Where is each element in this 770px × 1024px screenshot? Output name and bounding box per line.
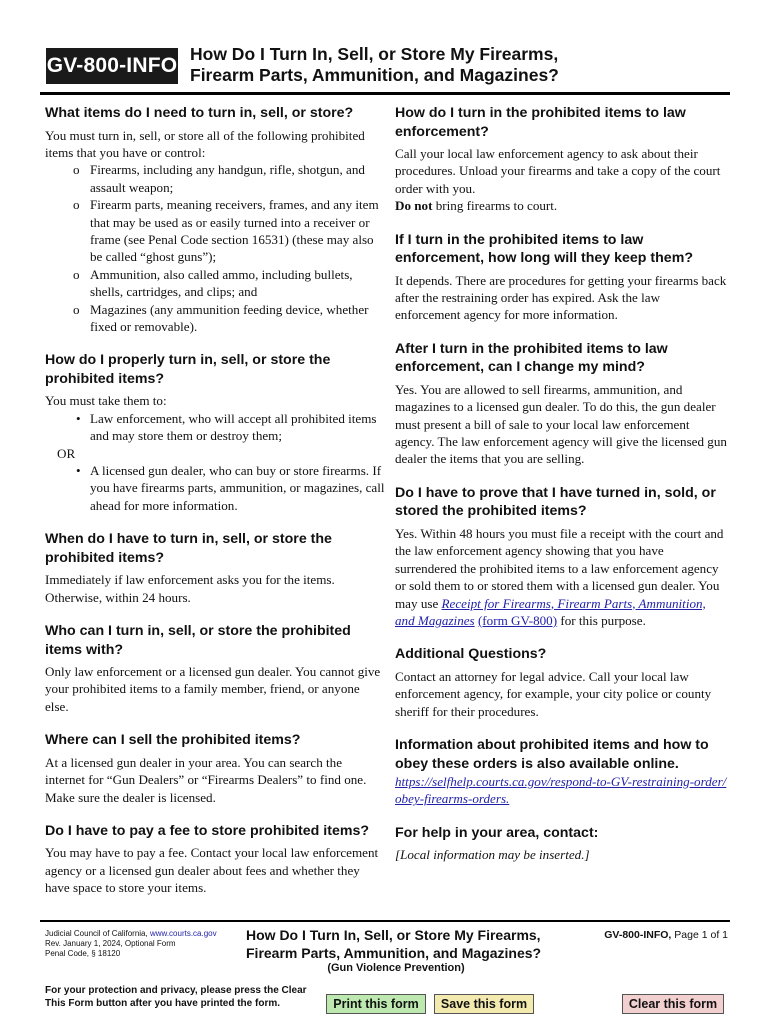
- list-item: o Firearms, including any handgun, rifle, shotgun, and assault weapon;: [73, 162, 365, 195]
- section-body: At a licensed gun dealer in your area. You can search the internet for “Gun Dealers” or “Firearms Dealers” to find one. Make sure the dealer is licensed.: [45, 754, 367, 805]
- footer-form-page: GV-800-INFO, Page 1 of 1: [604, 929, 728, 941]
- section-body: You must take them to:: [45, 393, 167, 409]
- form-id-badge: GV-800-INFO: [46, 48, 178, 84]
- print-button[interactable]: Print this form: [326, 994, 426, 1014]
- section-body: Immediately if law enforcement asks you for the items. Otherwise, within 24 hours.: [45, 572, 335, 605]
- section-body: You must turn in, sell, or store all of the following prohibited items that you have or control:: [45, 127, 365, 160]
- section-body: Only law enforcement or a licensed gun dealer. You cannot give your prohibited items to a family member, friend, or anyone else.: [45, 664, 381, 714]
- receipt-form-link[interactable]: Receipt for Firearms, Firearm Parts, Ammunition, and Magazines: [395, 595, 706, 628]
- section-heading: How do I properly turn in, sell, or store the prohibited items?: [45, 352, 331, 387]
- section-heading: If I turn in the prohibited items to law enforcement, how long will they keep them?: [395, 231, 693, 267]
- section-heading: Additional Questions?: [395, 646, 547, 663]
- page-title: [190, 44, 630, 86]
- section-body: You may have to pay a fee. Contact your local law enforcement agency or a licensed gun dealer about fees and whether they have space to store your items.: [45, 845, 379, 896]
- section-body: Contact an attorney for legal advice. Call your local law enforcement agency, for example, your city police or county sheriff for their procedures.: [395, 668, 712, 719]
- section-body: Yes. Within 48 hours you must file a receipt with the court and the law enforcement agency showing that you have surrendered the prohibited items to a law enforcement agency or sold them to or stored them with a licensed gun dealer. You may use Receipt for Firearms, Firearm Parts, Ammunition, and Magazines (form GV-800) for this purpose.: [395, 525, 724, 628]
- clear-button[interactable]: Clear this form: [622, 994, 724, 1014]
- page-title-line2: Firearm Parts, Ammunition, and Magazines?: [190, 65, 559, 85]
- section-body: Do not bring firearms to court.: [395, 198, 558, 214]
- list-item: o Ammunition, also called ammo, including bullets, shells, cartridges, and clips; and: [73, 266, 353, 300]
- item-list: [45, 161, 385, 335]
- section-heading: Where can I sell the prohibited items?: [45, 732, 301, 749]
- page-title-line1: How Do I Turn In, Sell, or Store My Firearms,: [190, 44, 559, 64]
- list-item: o Magazines (any ammunition feeding device, whether fixed or removable).: [73, 301, 369, 334]
- save-button[interactable]: Save this form: [434, 994, 534, 1014]
- section-heading: Who can I turn in, sell, or store the prohibited items with?: [45, 623, 351, 658]
- section-heading: When do I have to turn in, sell, or store the prohibited items?: [45, 531, 332, 566]
- left-column: [45, 104, 385, 897]
- footer-subtitle: (Gun Violence Prevention): [327, 962, 465, 974]
- privacy-notice: For your protection and privacy, please press the Clear This Form button after you have printed the form.: [45, 985, 307, 1009]
- footer-divider: [40, 920, 730, 922]
- option-list: [45, 410, 385, 445]
- list-item: o Firearm parts, meaning receivers, frames, and any item that may be used as or easily turned into a receiver or frame (see Penal Code section 16531) (these may also be called “ghost guns”);: [73, 197, 379, 265]
- section-heading: After I turn in the prohibited items to law enforcement, can I change my mind?: [395, 340, 668, 376]
- section-heading: Do I have to pay a fee to store prohibited items?: [45, 822, 370, 839]
- list-item: • A licensed gun dealer, who can buy or store firearms. If you have firearms parts, ammunition, or magazines, call ahead for more information.: [76, 463, 385, 513]
- section-body: Call your local law enforcement agency to ask about their procedures. Unload your firearms and take a copy of the court order with you.: [395, 146, 721, 196]
- header-divider: [40, 92, 730, 95]
- footer-meta: Judicial Council of California, www.courts.ca.gov Rev. January 1, 2024, Optional Form Penal Code, § 18120: [45, 929, 217, 958]
- list-item: • Law enforcement, who will accept all prohibited items and may store them or destroy them;: [76, 410, 377, 444]
- section-heading: Do I have to prove that I have turned in, sold, or stored the prohibited items?: [395, 484, 716, 520]
- gv800-form-link[interactable]: (form GV-800): [477, 612, 558, 628]
- local-info-placeholder: [Local information may be inserted.]: [395, 847, 590, 863]
- or-separator: OR: [57, 445, 76, 461]
- section-heading: Information about prohibited items and how to obey these orders is also available online.: [395, 737, 709, 772]
- right-column: [395, 104, 727, 864]
- footer-title: How Do I Turn In, Sell, or Store My Firearms, Firearm Parts, Ammunition, and Magazines?: [246, 927, 542, 961]
- section-heading: For help in your area, contact:: [395, 824, 599, 841]
- section-heading: What items do I need to turn in, sell, or store?: [45, 105, 354, 121]
- section-heading: How do I turn in the prohibited items to law enforcement?: [395, 105, 686, 140]
- courts-url-link[interactable]: www.courts.ca.gov: [149, 929, 217, 938]
- option-list: [45, 462, 385, 514]
- section-body: Yes. You are allowed to sell firearms, ammunition, and magazines to a licensed gun dealer. To do this, the gun dealer must present a bill of sale to your local law enforcement agency. The law enforcement agency will give the licensed gun dealer the items that you are selling.: [395, 381, 727, 467]
- selfhelp-url-link[interactable]: https://selfhelp.courts.ca.gov/respond-to-GV-restraining-order/obey-firearms-orders.: [395, 774, 727, 807]
- section-body: It depends. There are procedures for getting your firearms back after the restraining order has expired. Ask the law enforcement agency for more information.: [395, 272, 727, 323]
